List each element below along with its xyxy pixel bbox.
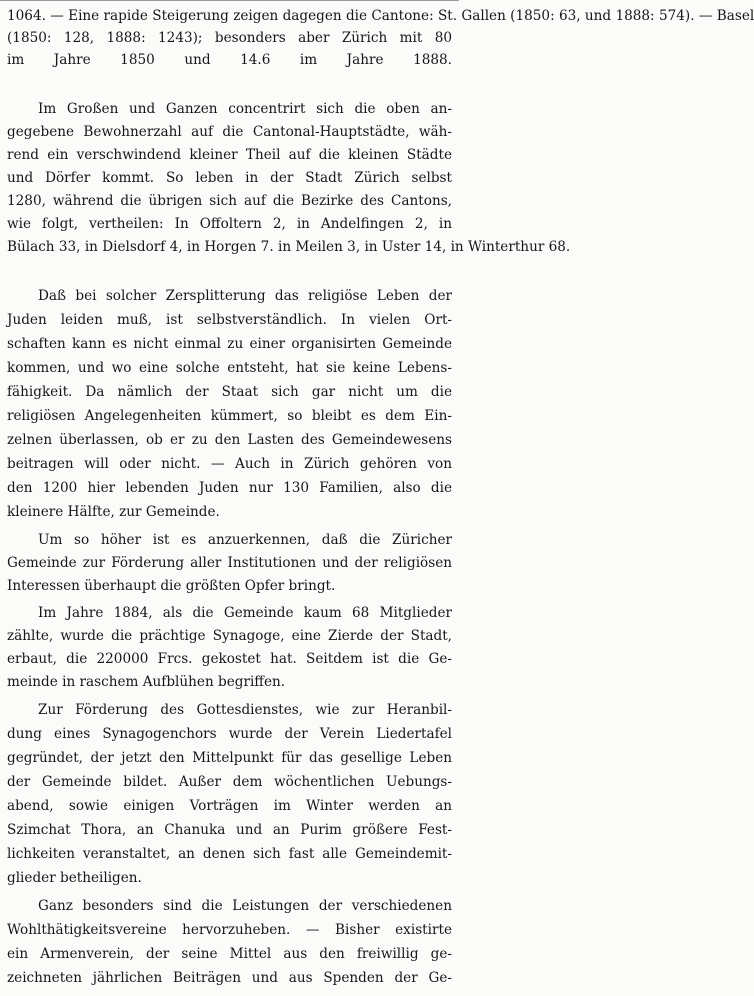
paragraph-line: Juden leiden muß, ist selbstverständlich. In vielen Ort-	[7, 312, 452, 328]
paragraph-line: beitragen will oder nicht. — Auch in Zürich gehören von	[7, 456, 452, 472]
paragraph-line: Um so höher ist es anzuerkennen, daß die Züricher	[38, 532, 452, 548]
paragraph-line: zelnen überlassen, ob er zu den Lasten des Gemeindewesens	[7, 432, 452, 448]
paragraph-line: zählte, wurde die prächtige Synagoge, eine Zierde der Stadt,	[7, 628, 452, 644]
paragraph-line: im Jahre 1850 und 14.6 im Jahre 1888.	[7, 52, 452, 68]
paragraph-line: fähigkeit. Da nämlich der Staat sich gar nicht um die	[7, 384, 452, 400]
paragraph-line: glieder betheiligen.	[7, 870, 142, 886]
paragraph-line: Bülach 33, in Dielsdorf 4, in Horgen 7. in Meilen 3, in Uster 14, in Winterthur 68.	[7, 239, 571, 255]
paragraph-line: Ganz besonders sind die Leistungen der verschiedenen	[38, 898, 452, 914]
paragraph-line: meinde in raschem Aufblühen begriffen.	[7, 674, 286, 690]
paragraph-line: 1064. — Eine rapide Steigerung zeigen dagegen die Cantone: St. Gallen (1850: 63, und 1888: 574). — Basel	[7, 8, 754, 24]
paragraph-line: wie folgt, vertheilen: In Offoltern 2, in Andelfingen 2, in	[7, 216, 452, 232]
paragraph-line: Daß bei solcher Zersplitterung das religiöse Leben der	[38, 288, 452, 304]
top-edge-rule	[0, 0, 459, 1]
paragraph-line: (1850: 128, 1888: 1243); besonders aber Zürich mit 80	[7, 30, 452, 46]
paragraph-line: Im Großen und Ganzen concentrirt sich die oben an-	[38, 101, 452, 117]
paragraph-line: Gemeinde zur Förderung aller Institutionen und der religiösen	[7, 555, 452, 571]
paragraph-line: lichkeiten veranstaltet, an denen sich fast alle Gemeindemit-	[7, 846, 452, 862]
paragraph-line: kommen, und wo eine solche entsteht, hat sie keine Lebens-	[7, 360, 452, 376]
paragraph-line: der Gemeinde bildet. Außer dem wöchentlichen Uebungs-	[7, 774, 452, 790]
paragraph-line: gegebene Bewohnerzahl auf die Cantonal-Hauptstädte, wäh-	[7, 124, 452, 140]
paragraph-line: gegründet, der jetzt den Mittelpunkt für das gesellige Leben	[7, 750, 452, 766]
paragraph-line: den 1200 hier lebenden Juden nur 130 Familien, also die	[7, 480, 452, 496]
paragraph-line: abend, sowie einigen Vorträgen im Winter werden an	[7, 798, 452, 814]
paragraph-line: religiösen Angelegenheiten kümmert, so bleibt es dem Ein-	[7, 408, 452, 424]
paragraph-line: kleinere Hälfte, zur Gemeinde.	[7, 504, 220, 520]
paragraph-line: und Dörfer kommt. So leben in der Stadt Zürich selbst	[7, 170, 452, 186]
paragraph-line: Interessen überhaupt die größten Opfer bringt.	[7, 578, 336, 594]
paragraph-line: schaften kann es nicht einmal zu einer organisirten Gemeinde	[7, 336, 452, 352]
paragraph-line: ein Armenverein, der seine Mittel aus den freiwillig ge-	[7, 946, 452, 962]
paragraph-line: Im Jahre 1884, als die Gemeinde kaum 68 Mitglieder	[38, 605, 452, 621]
paragraph-line: Szimchat Thora, an Chanuka und an Purim größere Fest-	[7, 822, 452, 838]
paragraph-line: erbaut, die 220000 Frcs. gekostet hat. Seitdem ist die Ge-	[7, 651, 452, 667]
paragraph-line: zeichneten jährlichen Beiträgen und aus Spenden der Ge-	[7, 970, 452, 986]
paragraph-line: dung eines Synagogenchors wurde der Verein Liedertafel	[7, 726, 452, 742]
paragraph-line: rend ein verschwindend kleiner Theil auf die kleinen Städte	[7, 147, 452, 163]
paragraph-line: 1280, während die übrigen sich auf die Bezirke des Cantons,	[7, 193, 452, 209]
paragraph-line: Wohlthätigkeitsvereine hervorzuheben. — Bisher existirte	[7, 922, 452, 938]
paragraph-line: Zur Förderung des Gottesdienstes, wie zur Heranbil-	[38, 702, 452, 718]
paragraph-line	[7, 72, 452, 92]
